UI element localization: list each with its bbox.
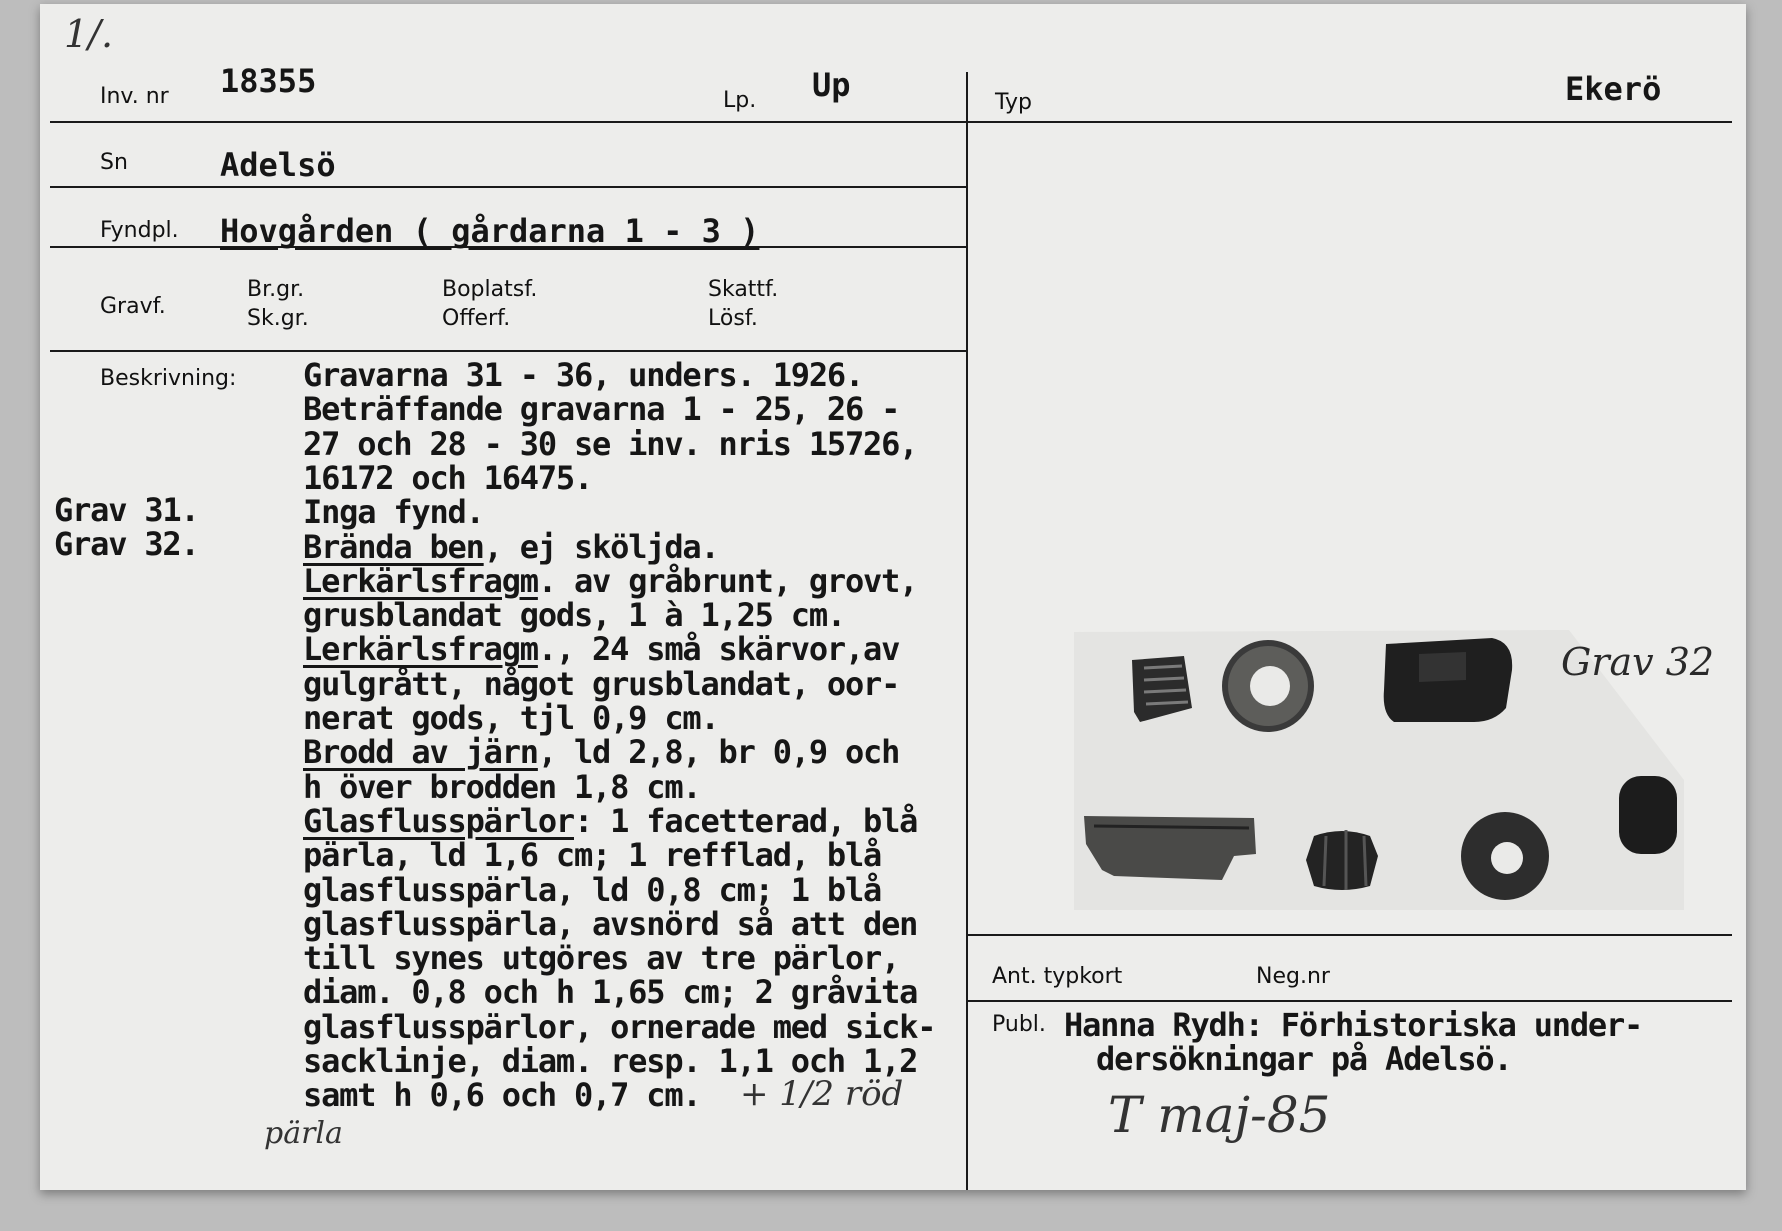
catalog-card [40,4,1746,1190]
sn-value: Adelsö [220,146,336,184]
description-text: diam. 0,8 och h 1,65 cm; 2 gråvita [303,973,918,1012]
inv-nr-value: 18355 [220,62,317,100]
sk-gr-label: Sk.gr. [247,306,309,331]
description-line [303,699,719,737]
grav-32-label: Grav 32. [54,525,199,563]
neg-nr-label: Neg.nr [1256,964,1330,989]
rule-photo-bottom [966,934,1732,936]
lp-value: Up [812,66,851,104]
description-text: till synes utgöres av tre pärlor, [303,939,900,978]
typ-label: Typ [995,90,1032,115]
publ-label: Publ. [992,1012,1046,1037]
segmented-bead [1306,830,1378,890]
description-line [303,665,899,703]
underlined-term: Lerkärlsfragm [303,630,538,669]
rule-gravf [50,350,966,352]
handwritten-addition-2: pärla [264,1116,343,1151]
boplatsf-label: Boplatsf. [442,277,538,302]
description-text: , ld 2,8, br 0,9 och [537,733,900,772]
beskrivning-label: Beskrivning: [100,366,237,391]
description-text: nerat gods, tjl 0,9 cm. [303,699,719,737]
description-line [303,493,484,531]
description-text: h över brodden 1,8 cm. [303,767,701,806]
description-line [303,1076,700,1114]
underlined-term: Brodd av järn [303,733,538,772]
description-text: glasflusspärla, ld 0,8 cm; 1 blå [303,870,882,909]
rule-antkort [966,1000,1732,1002]
description-text: : 1 facetterad, blå [574,801,918,840]
description-line [303,425,917,463]
rule-header [50,121,1732,123]
underlined-term: Brända ben [303,527,484,566]
sn-label: Sn [100,150,128,175]
publication-line-2: dersökningar på Adelsö. [1096,1040,1512,1078]
description-text: . av gråbrunt, grovt, [537,561,918,600]
corner-mark: 1/. [64,12,114,56]
description-line [303,630,899,668]
description-line [303,596,845,634]
typ-value: Ekerö [1565,70,1662,108]
description-text: grusblandat gods, 1 à 1,25 cm. [303,596,845,635]
description-text: samt h 0,6 och 0,7 cm. [303,1076,701,1115]
description-line [303,528,719,566]
description-line [303,802,917,840]
description-line [303,768,700,806]
grav-31-label: Grav 31. [54,491,199,529]
ant-typkort-label: Ant. typkort [992,964,1123,989]
description-line [303,939,899,977]
description-text: Beträffande gravarna 1 - 25, 26 - [303,390,900,429]
rule-sn [50,186,966,188]
description-text: 16172 och 16475. [303,458,593,497]
handwritten-date: T maj-85 [1108,1086,1331,1144]
description-line [303,1008,935,1046]
description-line [303,390,899,428]
annular-bead [1222,640,1314,732]
description-line [303,562,917,600]
fyndpl-value: Hovgården ( gårdarna 1 - 3 ) [220,212,760,250]
description-text: glasflusspärlor, ornerade med sick- [303,1007,936,1046]
small-bead [1619,776,1677,854]
underlined-term: Lerkärlsfragm [303,561,538,600]
description-text: pärla, ld 1,6 cm; 1 refflad, blå [303,836,882,875]
gravf-label: Gravf. [100,294,166,319]
description-text: Gravarna 31 - 36, unders. 1926. [303,356,864,394]
annular-bead-2 [1461,812,1549,900]
description-line [303,836,881,874]
inv-nr-label: Inv. nr [100,84,169,109]
description-text: gulgrått, något grusblandat, oor- [303,664,900,703]
description-line [303,871,881,909]
skattf-label: Skattf. [708,277,779,302]
br-gr-label: Br.gr. [247,277,305,302]
description-text: Inga fynd. [303,493,484,532]
description-text: 27 och 28 - 30 se inv. nris 15726, [303,424,918,463]
underlined-term: Glasflusspärlor [303,801,574,840]
photo-caption: Grav 32 [1561,640,1715,684]
handwritten-addition: + 1/2 röd [740,1074,904,1114]
fyndpl-label: Fyndpl. [100,218,179,243]
description-text: , ej sköljda. [483,527,719,566]
description-line [303,356,863,394]
offerf-label: Offerf. [442,306,511,331]
description-text: glasflusspärla, avsnörd så att den [303,904,918,943]
vertical-divider [966,72,968,1190]
losf-label: Lösf. [708,306,758,331]
description-line [303,973,917,1011]
large-bead [1384,638,1512,722]
description-line [303,905,917,943]
publication-line-1: Hanna Rydh: Förhistoriska under- [1064,1006,1643,1044]
description-text: sacklinje, diam. resp. 1,1 och 1,2 [303,1042,918,1080]
description-line [303,459,592,497]
description-text: ., 24 små skärvor,av [537,630,900,669]
lp-label: Lp. [723,88,757,113]
description-line [303,733,899,771]
